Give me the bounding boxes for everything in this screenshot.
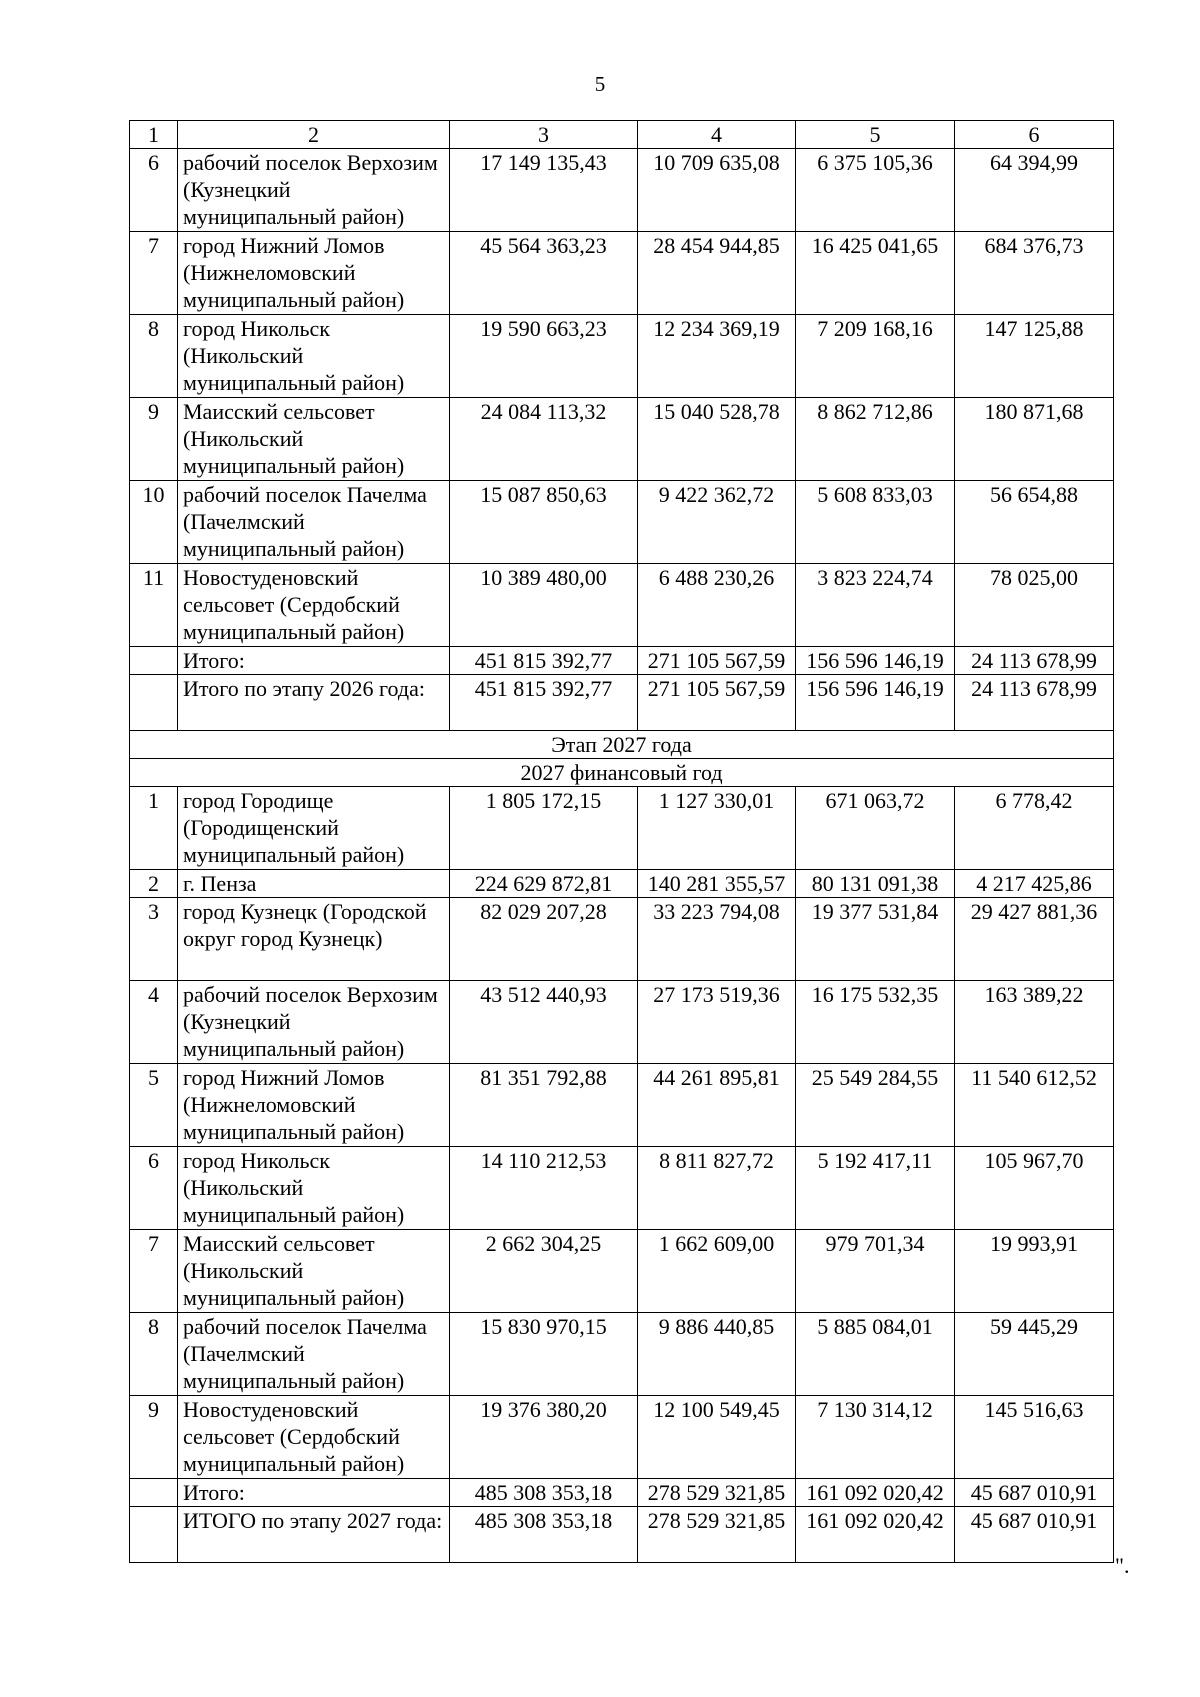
amount-col4: 278 529 321,85	[638, 1479, 796, 1507]
amount-total: 45 564 363,23	[450, 232, 638, 315]
amount-col6: 4 217 425,86	[955, 870, 1114, 898]
amount-col4: 1 662 609,00	[638, 1230, 796, 1313]
amount-col6: 105 967,70	[955, 1147, 1114, 1230]
amount-col6: 29 427 881,36	[955, 898, 1114, 981]
municipality-name: город Городище (Городищенский муниципальный район)	[178, 787, 450, 870]
table-header-row	[130, 121, 1114, 149]
table-row	[130, 1147, 1114, 1230]
stage-total-label: Итого по этапу 2026 года:	[178, 675, 450, 731]
municipality-name: город Нижний Ломов (Нижнеломовский муниципальный район)	[178, 232, 450, 315]
row-number: 8	[130, 315, 178, 398]
amount-col4: 140 281 355,57	[638, 870, 796, 898]
closing-quote: ".	[1115, 1553, 1130, 1578]
amount-col5: 156 596 146,19	[796, 647, 955, 675]
amount-total: 19 590 663,23	[450, 315, 638, 398]
amount-col4: 15 040 528,78	[638, 398, 796, 481]
table-row	[130, 398, 1114, 481]
amount-col4: 9 422 362,72	[638, 481, 796, 564]
amount-total: 15 087 850,63	[450, 481, 638, 564]
municipality-name: Новостуденовский сельсовет (Сердобский муниципальный район)	[178, 564, 450, 647]
amount-col4: 8 811 827,72	[638, 1147, 796, 1230]
row-number: 11	[130, 564, 178, 647]
amount-col4: 33 223 794,08	[638, 898, 796, 981]
amount-total: 82 029 207,28	[450, 898, 638, 981]
amount-total: 451 815 392,77	[450, 647, 638, 675]
amount-col5: 671 063,72	[796, 787, 955, 870]
municipality-name: Маисский сельсовет (Никольский муниципальный район)	[178, 1230, 450, 1313]
amount-col6: 24 113 678,99	[955, 675, 1114, 731]
row-number: 9	[130, 398, 178, 481]
subtotal-row	[130, 647, 1114, 675]
table-row	[130, 1064, 1114, 1147]
amount-col4: 278 529 321,85	[638, 1507, 796, 1563]
amount-col5: 161 092 020,42	[796, 1479, 955, 1507]
row-number: 7	[130, 1230, 178, 1313]
amount-total: 15 830 970,15	[450, 1313, 638, 1396]
amount-col6: 45 687 010,91	[955, 1479, 1114, 1507]
amount-total: 19 376 380,20	[450, 1396, 638, 1479]
amount-total: 451 815 392,77	[450, 675, 638, 731]
column-header: 6	[955, 121, 1114, 149]
amount-col4: 27 173 519,36	[638, 981, 796, 1064]
municipality-name: рабочий поселок Пачелма (Пачелмский муниципальный район)	[178, 481, 450, 564]
row-number: 4	[130, 981, 178, 1064]
row-number: 3	[130, 898, 178, 981]
table-row	[130, 315, 1114, 398]
amount-col6: 64 394,99	[955, 149, 1114, 232]
stage-total-label: ИТОГО по этапу 2027 года:	[178, 1507, 450, 1563]
page-number: 5	[594, 72, 606, 96]
amount-total: 17 149 135,43	[450, 149, 638, 232]
municipality-name: Новостуденовский сельсовет (Сердобский муниципальный район)	[178, 1396, 450, 1479]
amount-col5: 25 549 284,55	[796, 1064, 955, 1147]
municipality-name: рабочий поселок Верхозим (Кузнецкий муниципальный район)	[178, 149, 450, 232]
municipality-name: город Никольск (Никольский муниципальный район)	[178, 1147, 450, 1230]
table-row	[130, 1230, 1114, 1313]
row-number: 6	[130, 1147, 178, 1230]
amount-col5: 6 375 105,36	[796, 149, 955, 232]
amount-col6: 24 113 678,99	[955, 647, 1114, 675]
amount-col5: 16 425 041,65	[796, 232, 955, 315]
fiscal-year-heading: 2027 финансовый год	[130, 759, 1114, 787]
amount-col4: 6 488 230,26	[638, 564, 796, 647]
amount-col4: 1 127 330,01	[638, 787, 796, 870]
subtotal-row	[130, 1479, 1114, 1507]
column-header: 1	[130, 121, 178, 149]
municipality-name: рабочий поселок Пачелма (Пачелмский муниципальный район)	[178, 1313, 450, 1396]
municipality-name: город Нижний Ломов (Нижнеломовский муниципальный район)	[178, 1064, 450, 1147]
amount-total: 10 389 480,00	[450, 564, 638, 647]
amount-col6: 45 687 010,91	[955, 1507, 1114, 1563]
amount-col6: 684 376,73	[955, 232, 1114, 315]
budget-table	[129, 120, 1114, 1563]
amount-col6: 180 871,68	[955, 398, 1114, 481]
row-number: 1	[130, 787, 178, 870]
amount-col5: 8 862 712,86	[796, 398, 955, 481]
column-header: 3	[450, 121, 638, 149]
table-row	[130, 481, 1114, 564]
amount-col4: 12 234 369,19	[638, 315, 796, 398]
amount-total: 485 308 353,18	[450, 1479, 638, 1507]
amount-total: 224 629 872,81	[450, 870, 638, 898]
table-row	[130, 981, 1114, 1064]
amount-col5: 979 701,34	[796, 1230, 955, 1313]
row-number: 2	[130, 870, 178, 898]
amount-col5: 156 596 146,19	[796, 675, 955, 731]
amount-col5: 5 608 833,03	[796, 481, 955, 564]
stage-total-row	[130, 675, 1114, 731]
amount-col4: 9 886 440,85	[638, 1313, 796, 1396]
table-row	[130, 232, 1114, 315]
amount-col4: 44 261 895,81	[638, 1064, 796, 1147]
amount-total: 14 110 212,53	[450, 1147, 638, 1230]
amount-col5: 5 885 084,01	[796, 1313, 955, 1396]
row-number: 10	[130, 481, 178, 564]
amount-col5: 80 131 091,38	[796, 870, 955, 898]
table-row	[130, 898, 1114, 981]
table-row	[130, 564, 1114, 647]
amount-col4: 271 105 567,59	[638, 675, 796, 731]
municipality-name: Маисский сельсовет (Никольский муниципальный район)	[178, 398, 450, 481]
amount-col6: 19 993,91	[955, 1230, 1114, 1313]
column-header: 5	[796, 121, 955, 149]
row-number: 6	[130, 149, 178, 232]
amount-col5: 7 130 314,12	[796, 1396, 955, 1479]
amount-col4: 12 100 549,45	[638, 1396, 796, 1479]
table-row	[130, 149, 1114, 232]
amount-total: 43 512 440,93	[450, 981, 638, 1064]
municipality-name: город Кузнецк (Городской округ город Кузнецк)	[178, 898, 450, 981]
amount-total: 485 308 353,18	[450, 1507, 638, 1563]
amount-col5: 16 175 532,35	[796, 981, 955, 1064]
column-header: 4	[638, 121, 796, 149]
stage-heading: Этап 2027 года	[130, 731, 1114, 759]
amount-col5: 161 092 020,42	[796, 1507, 955, 1563]
row-number: 8	[130, 1313, 178, 1396]
row-number: 5	[130, 1064, 178, 1147]
table-row	[130, 870, 1114, 898]
amount-col5: 19 377 531,84	[796, 898, 955, 981]
amount-col4: 271 105 567,59	[638, 647, 796, 675]
amount-col5: 5 192 417,11	[796, 1147, 955, 1230]
amount-total: 81 351 792,88	[450, 1064, 638, 1147]
row-number: 9	[130, 1396, 178, 1479]
municipality-name: город Никольск (Никольский муниципальный район)	[178, 315, 450, 398]
table-row	[130, 1313, 1114, 1396]
amount-col6: 147 125,88	[955, 315, 1114, 398]
amount-col6: 78 025,00	[955, 564, 1114, 647]
column-header: 2	[178, 121, 450, 149]
amount-col6: 145 516,63	[955, 1396, 1114, 1479]
amount-total: 24 084 113,32	[450, 398, 638, 481]
subtotal-label: Итого:	[178, 1479, 450, 1507]
subtotal-label: Итого:	[178, 647, 450, 675]
amount-total: 2 662 304,25	[450, 1230, 638, 1313]
row-number: 7	[130, 232, 178, 315]
amount-col4: 10 709 635,08	[638, 149, 796, 232]
amount-col6: 56 654,88	[955, 481, 1114, 564]
amount-col5: 7 209 168,16	[796, 315, 955, 398]
amount-total: 1 805 172,15	[450, 787, 638, 870]
municipality-name: г. Пенза	[178, 870, 450, 898]
amount-col6: 6 778,42	[955, 787, 1114, 870]
fiscal-year-heading-row	[130, 759, 1114, 787]
amount-col6: 59 445,29	[955, 1313, 1114, 1396]
stage-heading-row	[130, 731, 1114, 759]
amount-col6: 163 389,22	[955, 981, 1114, 1064]
municipality-name: рабочий поселок Верхозим (Кузнецкий муниципальный район)	[178, 981, 450, 1064]
amount-col4: 28 454 944,85	[638, 232, 796, 315]
table-row	[130, 1396, 1114, 1479]
amount-col6: 11 540 612,52	[955, 1064, 1114, 1147]
table-row	[130, 787, 1114, 870]
stage-total-row	[130, 1507, 1114, 1563]
amount-col5: 3 823 224,74	[796, 564, 955, 647]
